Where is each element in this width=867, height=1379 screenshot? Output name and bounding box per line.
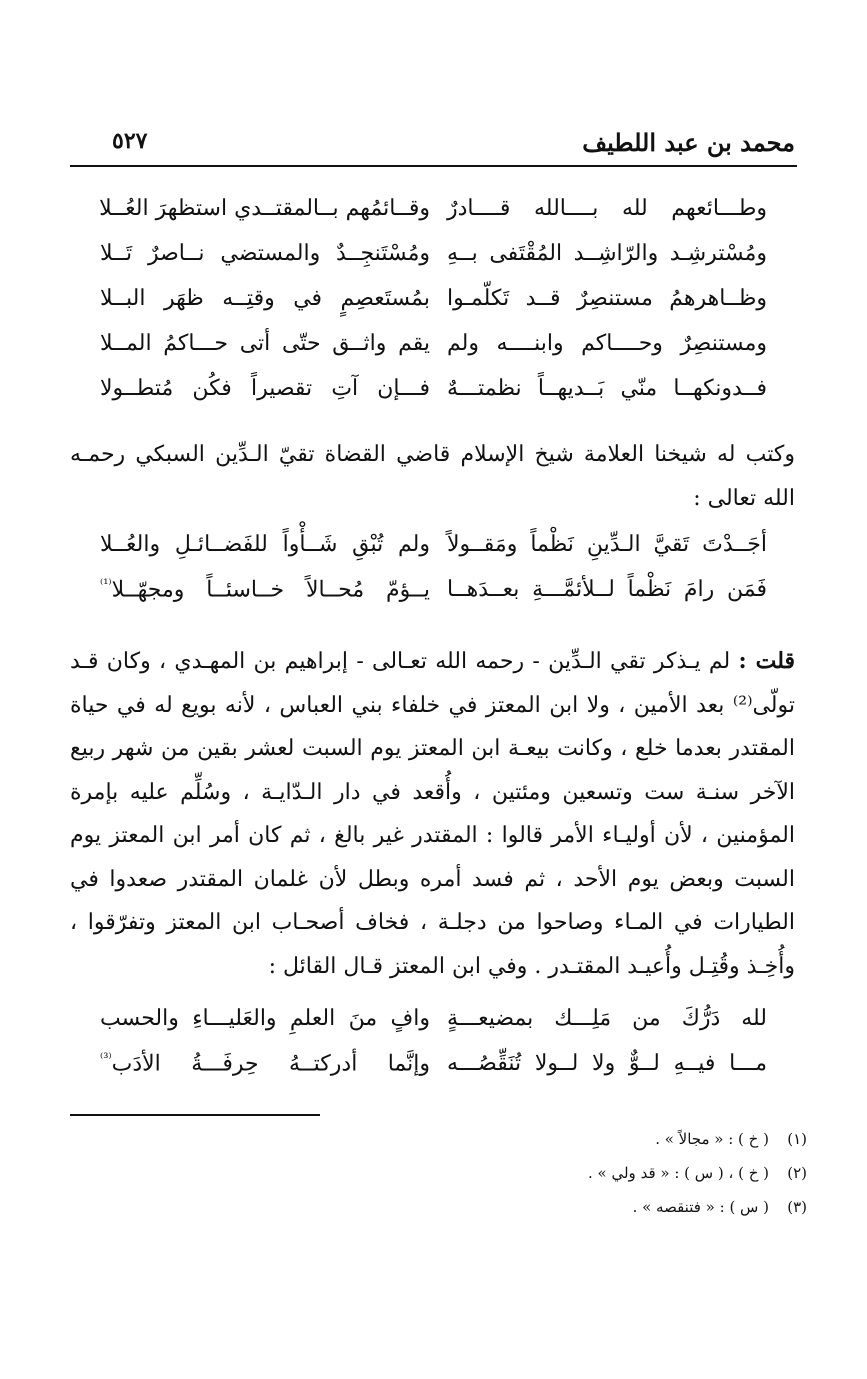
verse-first-hemistich: فَمَن رامَ نَظْماً لــلأئمَّـــةِ بعــدَهــا xyxy=(447,577,767,602)
verse-first-hemistich: ومستنصِرٌ وحــــاكم وابنــــه ولم xyxy=(447,331,767,356)
verse-text: يــؤمّ مُحــالاً خــاسئــاً ومجهّــلا xyxy=(111,577,430,603)
verse-first-hemistich: مـــا فيــهِ لــوٌّ ولا لــولا تُنَقِّصُـــه xyxy=(447,1051,767,1076)
footnote-number: (١) xyxy=(787,1130,807,1148)
page-number: ٥٢٧ xyxy=(112,128,148,154)
footnote-marker: ⁽³⁾ xyxy=(100,1051,112,1066)
poem2-verse xyxy=(100,577,767,621)
footnote-text: ( س ) : « فتنقصه » . xyxy=(632,1198,769,1216)
poem1-verse xyxy=(100,376,767,420)
footnote-marker: ⁽¹⁾ xyxy=(100,577,112,592)
verse-first-hemistich: لله دَرُّكَ من مَلِـــك بمضيعـــةٍ xyxy=(447,1006,767,1031)
verse-second-hemistich: يقم واثــق حتّى أتى حـــاكمُ المــلا xyxy=(100,331,430,356)
footnote-number: (٢) xyxy=(787,1164,807,1182)
footnote-text: ( خ ) ، ( س ) : « قد ولي » . xyxy=(588,1164,769,1182)
poem1-verse xyxy=(100,196,767,240)
poem1-verse xyxy=(100,241,767,285)
running-header-title: محمد بن عبد اللطيف xyxy=(582,128,795,157)
poem3-verse xyxy=(100,1006,767,1050)
footnote-divider xyxy=(70,1114,320,1116)
verse-second-hemistich: وافٍ منَ العلمِ والعَليـــاءِ والحسب xyxy=(100,1006,430,1031)
verse-first-hemistich: وظــاهرهمُ مستنصِرٌ قــد تَكلّمـوا xyxy=(447,286,767,311)
footnote-text: ( خ ) : « مجالاً » . xyxy=(655,1130,769,1148)
verse-second-hemistich: بمُستَعصِمٍ في وقتِــه ظهَر البــلا xyxy=(100,286,430,311)
paragraph-body: لم يـذكر تقي الـدِّين - رحمه الله تعـالى - إبراهيم بن المهـدي ، وكان قـد تولّى⁽²⁾ بعد الأمين ، ولا ابن المعتز في خلفاء بني العباس ، لأنه بويع له في حياة المقتدر بعدما خلع ، وكانت بيعـة ابن المعتز يوم السبت لعشر بقين من شهر ربيع الآخر سنـة ست وتسعين ومئتين ، وأُقعد في دار الـدّايـة ، وسُلِّم عليه بإمرة المؤمنين ، لأن أوليـاء الأمر قالوا : المقتدر غير بالغ ، ثم كان أمر ابن المعتز يوم السبت وبعض يوم الأحد ، ثم فسد أمره وبطل لأن غلمان المقتدر صعدوا في الطيارات في المـاء وصاحوا من دجلـة ، فخاف أصحـاب ابن المعتز وتفرّقوا ، وأُخِـذ وقُتِـل وأُعيـد المقتـدر . وفي ابن المعتز قـال القائل : xyxy=(70,649,795,979)
footnote xyxy=(307,1130,807,1148)
footnote xyxy=(307,1164,807,1182)
poem2-verse xyxy=(100,532,767,576)
header-divider xyxy=(70,165,797,167)
poem1-verse xyxy=(100,286,767,330)
verse-first-hemistich: فــدونكهــا منّي بَــديهــاً نظمتـــهٌ xyxy=(447,376,767,401)
poem3-verse xyxy=(100,1051,767,1095)
intro-paragraph: وكتب له شيخنا العلامة شيخ الإسلام قاضي القضاة تقيّ الـدِّين السبكي رحمـه الله تعالى : xyxy=(70,442,795,511)
verse-first-hemistich: ومُسْترشِـد والرّاشِــد المُقْتَفى بــهِ xyxy=(447,241,767,266)
paragraph-lead: قلت : xyxy=(738,648,795,674)
verse-second-hemistich: فـــإن آتِ تقصيراً فكُن مُتطــولا xyxy=(100,376,430,401)
verse-first-hemistich: وطـــائعهم لله بــــالله قــــادرٌ xyxy=(447,196,767,221)
verse-second-hemistich: وقــائمُهم بــالمقتــدي استظهرَ العُــلا xyxy=(99,196,430,221)
poem1-verse xyxy=(100,331,767,375)
verse-text: وإنَّما أدركتــهُ حِرفَـــةُ الأدَب xyxy=(111,1051,430,1077)
verse-first-hemistich: أجَــدْتَ تَقيَّ الـدِّينِ نَظْماً ومَقــولاً xyxy=(447,532,767,557)
verse-second-hemistich: ولم تُبْقِ شَــأْواً للفَضــائـلِ والعُــلا xyxy=(100,532,430,557)
footnote-number: (٣) xyxy=(787,1198,807,1216)
commentary-paragraph xyxy=(70,640,795,988)
verse-second-hemistich: ومُسْتَنجِــدٌ والمستضي نــاصرٌ تَــلا xyxy=(100,241,430,266)
verse-second-hemistich xyxy=(100,1051,430,1076)
footnote xyxy=(307,1198,807,1216)
verse-second-hemistich xyxy=(100,577,430,602)
